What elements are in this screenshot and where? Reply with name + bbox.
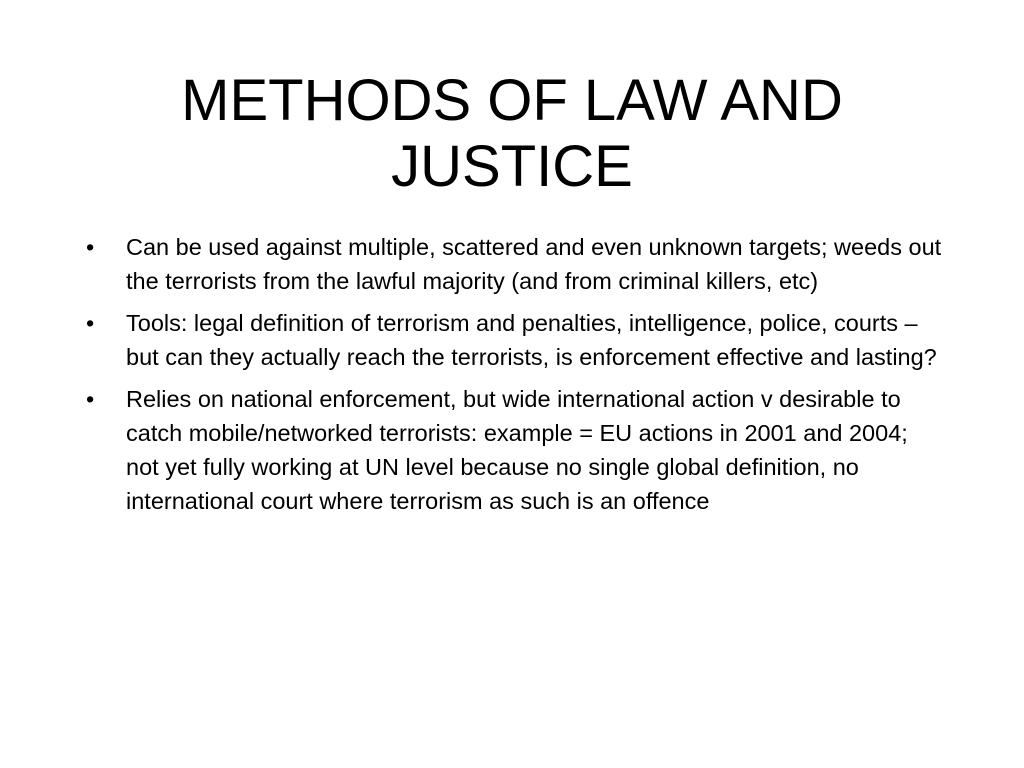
bullet-marker: • bbox=[86, 386, 95, 412]
bullet-marker: • bbox=[86, 234, 95, 260]
slide-title-line-2: JUSTICE bbox=[391, 134, 633, 199]
bullet-item bbox=[86, 382, 946, 518]
bullet-item bbox=[86, 230, 946, 298]
bullet-item bbox=[86, 306, 946, 374]
bullet-text: Can be used against multiple, scattered and even unknown targets; weeds out the terrorists from the lawful majority (and from criminal killers, etc) bbox=[126, 234, 942, 294]
slide-title-line-1: METHODS OF LAW AND bbox=[181, 68, 843, 133]
bullet-text: Relies on national enforcement, but wide international action v desirable to catch mobile/networked terrorists: example = EU actions in 2001 and 2004; not yet fully working at UN level because no single global definition, no international court where terrorism as such is an offence bbox=[126, 386, 908, 514]
bullet-list bbox=[86, 230, 946, 526]
slide-title bbox=[0, 68, 1024, 200]
bullet-text: Tools: legal definition of terrorism and penalties, intelligence, police, courts – but can they actually reach the terrorists, is enforcement effective and lasting? bbox=[126, 310, 937, 370]
bullet-marker: • bbox=[86, 310, 95, 336]
